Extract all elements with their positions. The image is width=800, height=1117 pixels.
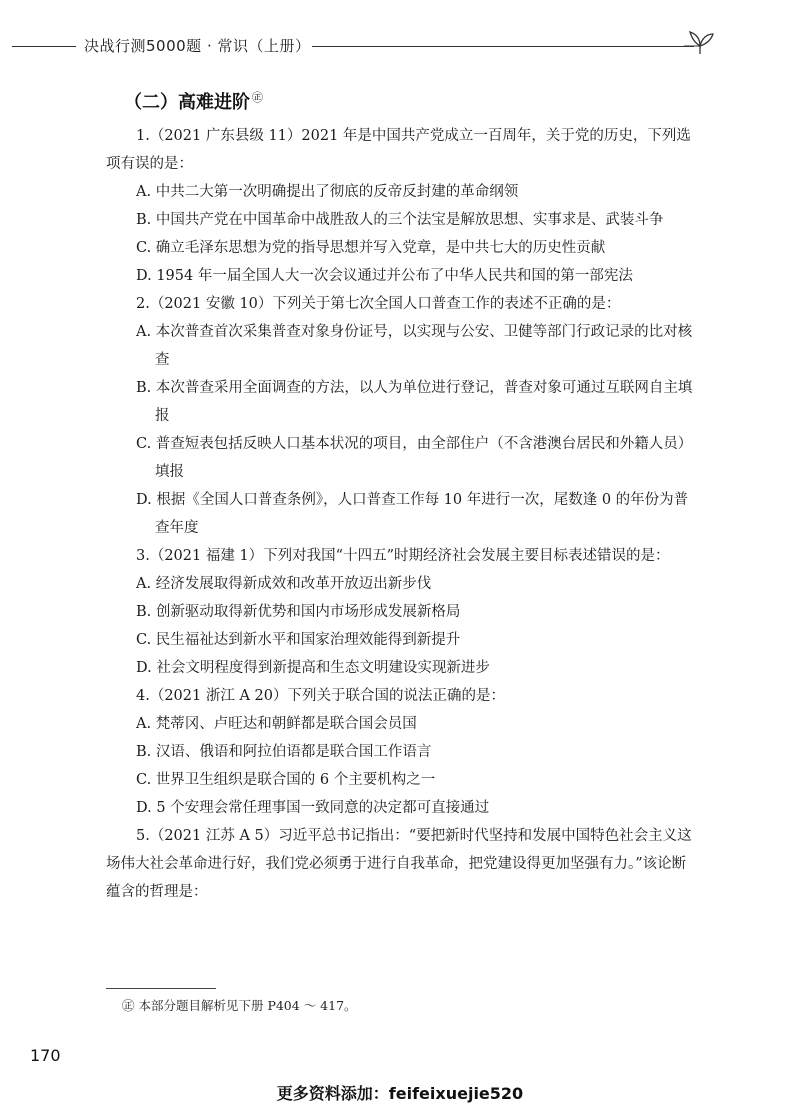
footnote: ㊣ 本部分题目解析见下册 P404 ～ 417。 <box>122 998 357 1013</box>
question-stem: 5.（2021 江苏 A 5）习近平总书记指出：“要把新时代坚持和发展中国特色社会主义这场伟大社会革命进行好，我们党必须勇于进行自我革命，把党建设得更加坚强有力。”该论断蕴含的哲理是： <box>106 828 692 900</box>
footnote-rule <box>106 988 216 989</box>
question-list <box>106 122 696 906</box>
question-2 <box>106 290 696 542</box>
option: A. 本次普查首次采集普查对象身份证号，以实现与公安、卫健等部门行政记录的比对核查 <box>136 324 693 368</box>
watermark-text: 更多资料添加：feifeixuejie520 <box>276 1084 524 1103</box>
sprout-icon <box>680 28 716 60</box>
option: C. 世界卫生组织是联合国的 6 个主要机构之一 <box>136 772 436 788</box>
option: A. 梵蒂冈、卢旺达和朝鲜都是联合国会员国 <box>136 716 417 732</box>
header-rule-right <box>312 46 694 47</box>
question-1 <box>106 122 696 290</box>
question-4 <box>106 682 696 822</box>
option: C. 民生福祉达到新水平和国家治理效能得到新提升 <box>136 632 461 648</box>
option: B. 创新驱动取得新优势和国内市场形成发展新格局 <box>136 604 461 620</box>
question-stem: 1.（2021 广东县级 11）2021 年是中国共产党成立一百周年，关于党的历史，下列选项有误的是： <box>106 128 691 172</box>
book-title: 决战行测5000题 · 常识（上册） <box>84 37 311 55</box>
option: D. 社会文明程度得到新提高和生态文明建设实现新进步 <box>136 660 490 676</box>
option: A. 中共二大第一次明确提出了彻底的反帝反封建的革命纲领 <box>136 184 519 200</box>
option: D. 5 个安理会常任理事国一致同意的决定都可直接通过 <box>136 800 490 816</box>
option: A. 经济发展取得新成效和改革开放迈出新步伐 <box>136 576 432 592</box>
header-rule-left <box>12 46 76 47</box>
page-number: 170 <box>30 1046 61 1065</box>
section-title <box>124 88 263 114</box>
option: D. 根据《全国人口普查条例》，人口普查工作每 10 年进行一次，尾数逢 0 的年份为普查年度 <box>136 492 689 536</box>
option: C. 确立毛泽东思想为党的指导思想并写入党章，是中共七大的历史性贡献 <box>136 240 606 256</box>
option: D. 1954 年一届全国人大一次会议通过并公布了中华人民共和国的第一部宪法 <box>136 268 633 284</box>
option: B. 中国共产党在中国革命中战胜敌人的三个法宝是解放思想、实事求是、武装斗争 <box>136 212 664 228</box>
footnote-marker: ㊣ <box>252 91 263 104</box>
question-stem: 3.（2021 福建 1）下列对我国“十四五”时期经济社会发展主要目标表述错误的是： <box>136 548 670 564</box>
question-3 <box>106 542 696 682</box>
running-header <box>0 28 800 68</box>
question-stem: 2.（2021 安徽 10）下列关于第七次全国人口普查工作的表述不正确的是： <box>136 296 621 312</box>
option: B. 汉语、俄语和阿拉伯语都是联合国工作语言 <box>136 744 432 760</box>
option: C. 普查短表包括反映人口基本状况的项目，由全部住户（不含港澳台居民和外籍人员）填报 <box>136 436 693 480</box>
section-title-text: （二）高难进阶 <box>124 92 250 113</box>
option: B. 本次普查采用全面调查的方法，以人为单位进行登记，普查对象可通过互联网自主填报 <box>136 380 693 424</box>
question-stem: 4.（2021 浙江 A 20）下列关于联合国的说法正确的是： <box>136 688 505 704</box>
question-5 <box>106 822 696 906</box>
